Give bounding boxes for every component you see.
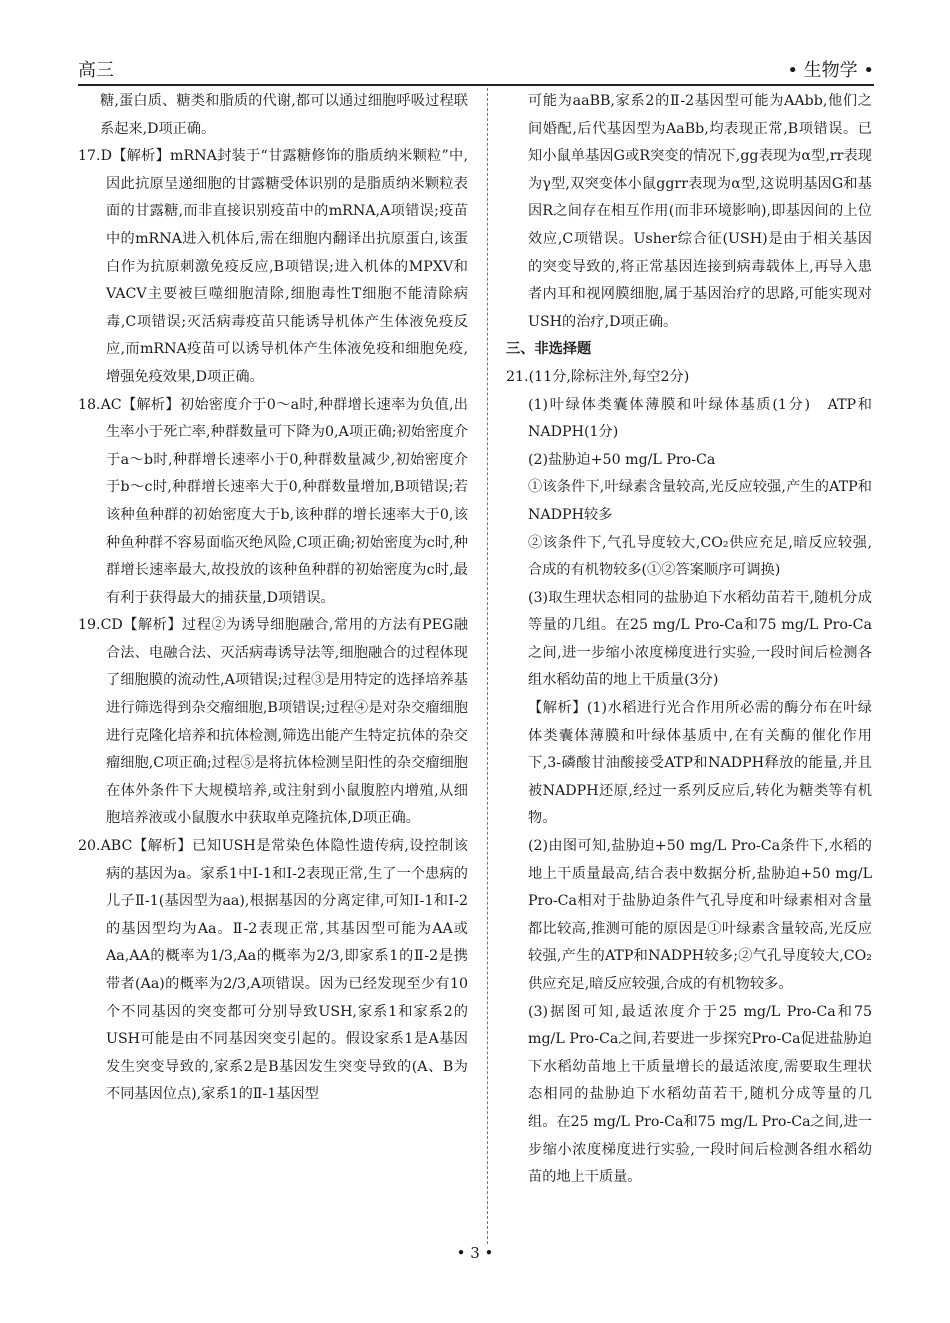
answer-paragraph: (3)据图可知,最适浓度介于25 mg/L Pro-Ca和75 mg/L Pro-Ca之间,若要进一步探究Pro-Ca促进盐胁迫下水稻幼苗地上干质量增长的最适浓度,需要取生理状态相同的盐胁迫下水稻幼苗若干,随机分成等量的几组。在25 mg/L Pro-Ca和75 mg/L Pro-Ca之间,进一步缩小浓度梯度进行实验,一段时间后检测各组水稻幼苗的地上干质量。 bbox=[528, 1003, 872, 1186]
answer-paragraph: (3)取生理状态相同的盐胁迫下水稻幼苗若干,随机分成等量的几组。在25 mg/L Pro-Ca和75 mg/L Pro-Ca之间,进一步缩小浓度梯度进行实验,一段时间后检测各组水稻幼苗的地上干质量(3分) bbox=[528, 589, 872, 689]
answer-paragraph: ②该条件下,气孔导度较大,CO₂供应充足,暗反应较强,合成的有机物较多(①②答案顺序可调换) bbox=[528, 534, 872, 579]
answer-paragraph: 18.AC【解析】初始密度介于0～a时,种群增长速率为负值,出生率小于死亡率,种群数量可下降为0,A项正确;初始密度介于a～b时,种群增长速率小于0,种群数量减少,初始密度介于b～c时,种群增长速率大于0,种群数量增加,B项错误;若该种鱼种群的初始密度大于b,该种群的增长速率大于0,该种鱼种群不容易面临灭绝风险,C项正确;初始密度为c时,种群增长速率最大,故投放的该种鱼种群的初始密度为c时,最有利于获得最大的捕获量,D项错误。 bbox=[78, 396, 468, 606]
page-number: • 3 • bbox=[456, 1244, 494, 1262]
answer-paragraph: 糖,蛋白质、糖类和脂质的代谢,都可以通过细胞呼吸过程联系起来,D项正确。 bbox=[100, 93, 468, 137]
subject-label: • 生物学 • bbox=[787, 60, 874, 81]
answer-paragraph: 17.D【解析】mRNA封装于“甘露糖修饰的脂质纳米颗粒”中,因此抗原呈递细胞的甘露糖受体识别的是脂质纳米颗粒表面的甘露糖,而非直接识别疫苗中的mRNA,A项错误;疫苗中的mRNA进入机体后,需在细胞内翻译出抗原蛋白,该蛋白作为抗原刺激免疫反应,B项错误;进入机体的MPXV和VACV主要被巨噬细胞清除,细胞毒性T细胞不能清除病毒,C项错误;灭活病毒疫苗只能诱导机体产生体液免疫反应,而mRNA疫苗可以诱导机体产生体液免疫和细胞免疫,增强免疫效果,D项正确。 bbox=[78, 148, 468, 385]
column-divider bbox=[487, 88, 488, 1244]
answer-paragraph: 20.ABC【解析】已知USH是常染色体隐性遗传病,设控制该病的基因为a。家系1中Ⅰ-1和Ⅰ-2表现正常,生了一个患病的儿子Ⅱ-1(基因型为aa),根据基因的分离定律,可知Ⅰ-1和Ⅰ-2的基因型均为Aa。Ⅱ-2表现正常,其基因型可能为AA或Aa,AA的概率为1/3,Aa的概率为2/3,即家系1的Ⅱ-2是携带者(Aa)的概率为2/3,A项错误。因为已经发现至少有10个不同基因的突变都可分别导致USH,家系1和家系2的USH可能是由不同基因突变引起的。假设家系1是A基因发生突变导致的,家系2是B基因发生突变导致的(A、B为不同基因位点),家系1的Ⅱ-1基因型 bbox=[78, 838, 468, 1103]
answer-paragraph: 21.(11分,除标注外,每空2分) bbox=[506, 368, 690, 385]
answer-paragraph: (2)由图可知,盐胁迫+50 mg/L Pro-Ca条件下,水稻的地上干质量最高,结合表中数据分析,盐胁迫+50 mg/L Pro-Ca相对于盐胁迫条件气孔导度和叶绿素相对含量都比较高,推测可能的原因是①叶绿素含量较高,光反应较强,产生的ATP和NADPH较多;②气孔导度较大,CO₂供应充足,暗反应较强,合成的有机物较多。 bbox=[528, 838, 872, 992]
page-header bbox=[78, 52, 874, 86]
grade-label: 高三 bbox=[78, 60, 114, 81]
answer-paragraph: 19.CD【解析】过程②为诱导细胞融合,常用的方法有PEG融合法、电融合法、灭活病毒诱导法等,细胞融合的过程体现了细胞膜的流动性,A项错误;过程③是用特定的选择培养基进行筛选得到杂交瘤细胞,B项错误;过程④是对杂交瘤细胞进行克隆化培养和抗体检测,筛选出能产生特定抗体的杂交瘤细胞,C项正确;过程⑤是将抗体检测呈阳性的杂交瘤细胞在体外条件下大规模培养,或注射到小鼠腹腔内增殖,从细胞培养液或小鼠腹水中获取单克隆抗体,D项正确。 bbox=[78, 617, 468, 827]
section-heading: 三、非选择题 bbox=[506, 341, 592, 358]
right-column bbox=[506, 88, 872, 1192]
answer-paragraph: (2)盐胁迫+50 mg/L Pro-Ca bbox=[528, 451, 716, 468]
left-column bbox=[78, 88, 468, 1109]
answer-paragraph: ①该条件下,叶绿素含量较高,光反应较强,产生的ATP和NADPH较多 bbox=[528, 479, 872, 523]
answer-paragraph: 【解析】(1)水稻进行光合作用所必需的酶分布在叶绿体类囊体薄膜和叶绿体基质中,在有关酶的催化作用下,3-磷酸甘油酸接受ATP和NADPH释放的能量,并且被NADPH还原,经过一系列反应后,转化为糖类等有机物。 bbox=[528, 700, 872, 827]
answer-paragraph: 可能为aaBB,家系2的Ⅱ-2基因型可能为AAbb,他们之间婚配,后代基因型为AaBb,均表现正常,B项错误。已知小鼠单基因G或R突变的情况下,gg表现为α型,rr表现为γ型,双突变体小鼠ggrr表现为α型,这说明基因G和基因R之间存在相互作用(而非环境影响),即基因间的上位效应,C项错误。Usher综合征(USH)是由于相关基因的突变导致的,将正常基因连接到病毒载体上,再导入患者内耳和视网膜细胞,属于基因治疗的思路,可能实现对USH的治疗,D项正确。 bbox=[528, 93, 872, 330]
answer-paragraph: (1)叶绿体类囊体薄膜和叶绿体基质(1分) ATP和NADPH(1分) bbox=[528, 396, 872, 441]
